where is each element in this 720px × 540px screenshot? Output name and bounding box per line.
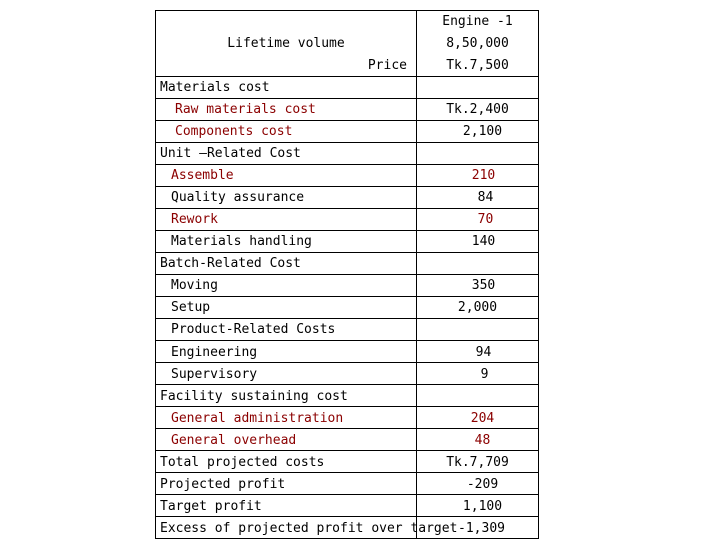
row-value: -1,309 — [458, 521, 505, 536]
row-value: Tk.2,400 — [446, 102, 509, 117]
row-value: 2,100 — [462, 124, 503, 139]
row-label: Projected profit — [160, 477, 286, 492]
row-value: 210 — [471, 168, 496, 183]
row-value: 94 — [475, 345, 492, 360]
row-label: General administration — [171, 411, 344, 426]
row-label: Lifetime volume — [227, 36, 345, 51]
table-row — [156, 297, 538, 319]
row-label: Raw materials cost — [175, 102, 316, 117]
row-label: Moving — [171, 278, 218, 293]
table-row — [156, 187, 538, 209]
row-label: Excess of projected profit over target — [160, 521, 458, 536]
row-label: Assemble — [171, 168, 234, 183]
row-label: Quality assurance — [171, 190, 305, 205]
table-row — [156, 452, 538, 474]
table-row — [156, 143, 538, 165]
table-row — [156, 55, 538, 77]
row-label: Supervisory — [171, 367, 258, 382]
row-value: 8,50,000 — [446, 36, 509, 51]
row-label: Price — [367, 58, 407, 73]
table-row — [156, 99, 538, 121]
table-row — [156, 33, 538, 55]
table-row — [156, 121, 538, 143]
section-label: Unit –Related Cost — [160, 146, 301, 161]
table-header-row — [156, 11, 538, 33]
column-header: Engine -1 — [442, 14, 513, 29]
table-row — [156, 275, 538, 297]
row-label: Engineering — [171, 345, 258, 360]
table-row — [156, 319, 538, 341]
table-row — [156, 77, 538, 99]
row-label: Rework — [171, 212, 218, 227]
table-row — [156, 209, 538, 231]
table-row — [156, 496, 538, 518]
row-value: 9 — [480, 367, 489, 382]
section-label: Materials cost — [160, 80, 270, 95]
row-value: Tk.7,500 — [446, 58, 509, 73]
row-label: Total projected costs — [160, 455, 325, 470]
row-label: Materials handling — [171, 234, 312, 249]
table-row — [156, 430, 538, 452]
table-row — [156, 342, 538, 364]
row-value: 48 — [474, 433, 491, 448]
row-label: Setup — [171, 300, 211, 315]
table-row — [156, 386, 538, 408]
table-row — [156, 474, 538, 496]
row-value: 204 — [470, 411, 495, 426]
table-row — [156, 364, 538, 386]
row-value: 350 — [471, 278, 496, 293]
row-label: Components cost — [175, 124, 293, 139]
table-row — [156, 518, 538, 540]
row-label: General overhead — [171, 433, 297, 448]
row-value: 140 — [471, 234, 496, 249]
row-value: Tk.7,709 — [446, 455, 509, 470]
row-value: -209 — [466, 477, 499, 492]
table-row — [156, 165, 538, 187]
table-row — [156, 408, 538, 430]
section-label: Batch-Related Cost — [160, 256, 301, 271]
table-row — [156, 231, 538, 253]
row-value: 2,000 — [457, 300, 498, 315]
cost-table — [155, 10, 539, 539]
section-label: Product-Related Costs — [171, 322, 336, 337]
row-label: Target profit — [160, 499, 262, 514]
section-label: Facility sustaining cost — [160, 389, 348, 404]
row-value: 84 — [477, 190, 494, 205]
table-row — [156, 253, 538, 275]
row-value: 70 — [477, 212, 494, 227]
row-value: 1,100 — [462, 499, 503, 514]
